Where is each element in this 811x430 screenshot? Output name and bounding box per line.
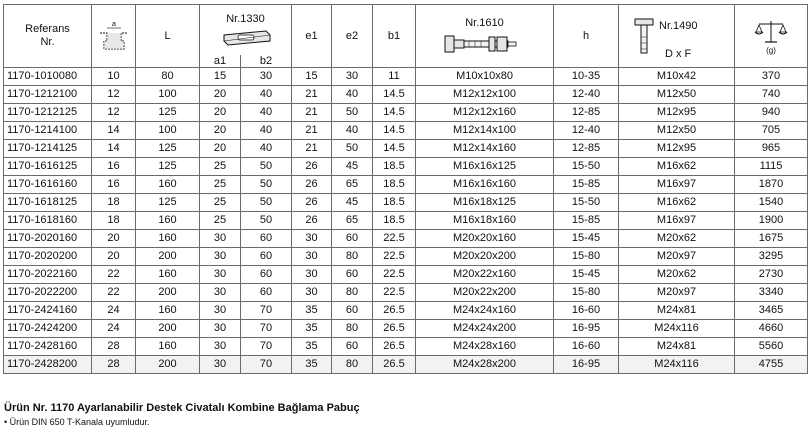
- row-value-cell: 60: [332, 266, 373, 284]
- row-value-cell: M20x22x160: [416, 266, 554, 284]
- row-value-cell: 30: [292, 284, 332, 302]
- row-value-cell: 15-50: [554, 158, 619, 176]
- row-value-cell: M24x81: [619, 338, 735, 356]
- header-nr1490: [619, 5, 735, 68]
- row-value-cell: M16x97: [619, 176, 735, 194]
- row-value-cell: M12x12x100: [416, 86, 554, 104]
- row-ref-cell: 1170-2428160: [4, 338, 92, 356]
- row-value-cell: 50: [241, 158, 292, 176]
- row-value-cell: 22.5: [373, 230, 416, 248]
- row-value-cell: M12x14x160: [416, 140, 554, 158]
- table-row: [4, 356, 808, 374]
- table-row: [4, 68, 808, 86]
- spec-table: [3, 4, 808, 374]
- row-value-cell: 12-85: [554, 104, 619, 122]
- row-value-cell: 160: [136, 230, 200, 248]
- row-value-cell: 100: [136, 86, 200, 104]
- row-ref-cell: 1170-1212100: [4, 86, 92, 104]
- row-value-cell: 1115: [735, 158, 808, 176]
- row-value-cell: 18: [92, 212, 136, 230]
- row-value-cell: M16x18x125: [416, 194, 554, 212]
- row-value-cell: 4660: [735, 320, 808, 338]
- row-value-cell: 14: [92, 122, 136, 140]
- row-value-cell: 30: [200, 230, 241, 248]
- row-value-cell: M12x95: [619, 140, 735, 158]
- row-value-cell: 50: [241, 176, 292, 194]
- row-value-cell: 20: [200, 104, 241, 122]
- stud-bolt-icon: [439, 31, 531, 57]
- row-value-cell: M12x12x160: [416, 104, 554, 122]
- header-ref-label: Referans Nr.: [25, 22, 70, 48]
- row-value-cell: 50: [241, 212, 292, 230]
- row-value-cell: 1675: [735, 230, 808, 248]
- row-value-cell: 21: [292, 86, 332, 104]
- row-value-cell: 1870: [735, 176, 808, 194]
- row-value-cell: 5560: [735, 338, 808, 356]
- row-ref-cell: 1170-1618125: [4, 194, 92, 212]
- row-value-cell: 160: [136, 176, 200, 194]
- row-value-cell: 20: [200, 140, 241, 158]
- row-value-cell: M24x24x160: [416, 302, 554, 320]
- row-value-cell: M20x20x160: [416, 230, 554, 248]
- row-value-cell: M24x24x200: [416, 320, 554, 338]
- row-ref-cell: 1170-2020200: [4, 248, 92, 266]
- row-value-cell: 125: [136, 194, 200, 212]
- row-value-cell: 22.5: [373, 266, 416, 284]
- row-value-cell: 60: [241, 266, 292, 284]
- row-value-cell: 30: [292, 230, 332, 248]
- row-value-cell: 24: [92, 320, 136, 338]
- header-e2-label: e2: [345, 29, 359, 42]
- row-value-cell: 705: [735, 122, 808, 140]
- row-value-cell: 200: [136, 248, 200, 266]
- row-value-cell: 30: [200, 356, 241, 374]
- row-value-cell: 20: [200, 86, 241, 104]
- row-value-cell: 18.5: [373, 194, 416, 212]
- row-value-cell: 15-85: [554, 212, 619, 230]
- row-value-cell: 70: [241, 320, 292, 338]
- row-value-cell: 20: [200, 122, 241, 140]
- header-dxf-label: D x F: [665, 48, 692, 60]
- row-value-cell: M12x50: [619, 122, 735, 140]
- row-value-cell: 28: [92, 356, 136, 374]
- table-row: [4, 248, 808, 266]
- row-value-cell: 80: [332, 320, 373, 338]
- row-value-cell: M24x116: [619, 320, 735, 338]
- row-ref-cell: 1170-2428200: [4, 356, 92, 374]
- row-value-cell: 50: [241, 194, 292, 212]
- row-value-cell: M16x62: [619, 194, 735, 212]
- slot-a-text: a: [111, 21, 116, 28]
- row-ref-cell: 1170-1618160: [4, 212, 92, 230]
- row-value-cell: 26: [292, 194, 332, 212]
- row-value-cell: M12x95: [619, 104, 735, 122]
- header-e1-label: e1: [305, 29, 318, 42]
- row-value-cell: 160: [136, 302, 200, 320]
- row-value-cell: M16x16x160: [416, 176, 554, 194]
- row-value-cell: M24x28x160: [416, 338, 554, 356]
- row-value-cell: 200: [136, 284, 200, 302]
- row-value-cell: M20x20x200: [416, 248, 554, 266]
- row-value-cell: 40: [241, 140, 292, 158]
- row-value-cell: 70: [241, 302, 292, 320]
- row-value-cell: 21: [292, 140, 332, 158]
- row-value-cell: 21: [292, 104, 332, 122]
- row-value-cell: M24x28x200: [416, 356, 554, 374]
- row-value-cell: M10x42: [619, 68, 735, 86]
- header-nr1330-label: Nr.1330: [226, 12, 265, 25]
- row-value-cell: 20: [92, 248, 136, 266]
- header-b1: [373, 5, 416, 68]
- table-row: [4, 338, 808, 356]
- row-value-cell: 15-80: [554, 248, 619, 266]
- row-value-cell: 15: [200, 68, 241, 86]
- row-value-cell: 26.5: [373, 320, 416, 338]
- row-value-cell: 30: [200, 284, 241, 302]
- header-b1-label: b1: [387, 29, 401, 42]
- row-value-cell: 35: [292, 356, 332, 374]
- row-value-cell: 965: [735, 140, 808, 158]
- row-value-cell: 28: [92, 338, 136, 356]
- row-ref-cell: 1170-2022200: [4, 284, 92, 302]
- table-row: [4, 302, 808, 320]
- row-value-cell: 20: [92, 230, 136, 248]
- product-caption: Ürün Nr. 1170 Ayarlanabilir Destek Civatalı Kombine Bağlama Pabuç: [4, 402, 360, 414]
- row-value-cell: 125: [136, 140, 200, 158]
- header-nr1610-label: Nr.1610: [465, 16, 504, 29]
- row-value-cell: 16-60: [554, 302, 619, 320]
- row-value-cell: 15-50: [554, 194, 619, 212]
- row-value-cell: 18.5: [373, 212, 416, 230]
- row-value-cell: 50: [332, 140, 373, 158]
- row-value-cell: 65: [332, 176, 373, 194]
- header-h: [554, 5, 619, 68]
- row-value-cell: 35: [292, 302, 332, 320]
- row-value-cell: 12-40: [554, 122, 619, 140]
- row-ref-cell: 1170-1010080: [4, 68, 92, 86]
- header-weight: [735, 5, 808, 68]
- row-value-cell: 160: [136, 338, 200, 356]
- row-ref-cell: 1170-1214125: [4, 140, 92, 158]
- row-value-cell: 15-45: [554, 266, 619, 284]
- row-value-cell: 30: [200, 338, 241, 356]
- row-value-cell: 25: [200, 194, 241, 212]
- table-row: [4, 140, 808, 158]
- header-nr1610: [416, 5, 554, 68]
- row-value-cell: 14.5: [373, 140, 416, 158]
- row-value-cell: 80: [136, 68, 200, 86]
- row-value-cell: 12-85: [554, 140, 619, 158]
- row-value-cell: 4755: [735, 356, 808, 374]
- row-value-cell: 16-95: [554, 356, 619, 374]
- header-L: [136, 5, 200, 68]
- row-value-cell: 30: [200, 248, 241, 266]
- table-row: [4, 122, 808, 140]
- row-value-cell: 160: [136, 266, 200, 284]
- row-value-cell: 30: [332, 68, 373, 86]
- header-a: [92, 5, 136, 68]
- header-a1: [200, 55, 241, 68]
- product-note: • Ürün DIN 650 T-Kanala uyumludur.: [4, 417, 150, 427]
- header-a1-label: a1: [213, 55, 227, 67]
- row-value-cell: M20x62: [619, 230, 735, 248]
- row-value-cell: 10: [92, 68, 136, 86]
- row-value-cell: 65: [332, 212, 373, 230]
- row-ref-cell: 1170-2022160: [4, 266, 92, 284]
- spec-rows: [4, 68, 808, 374]
- row-value-cell: 22.5: [373, 248, 416, 266]
- row-value-cell: 370: [735, 68, 808, 86]
- row-value-cell: M20x62: [619, 266, 735, 284]
- row-value-cell: M20x97: [619, 284, 735, 302]
- row-value-cell: 60: [241, 248, 292, 266]
- table-row: [4, 176, 808, 194]
- row-value-cell: 200: [136, 320, 200, 338]
- row-ref-cell: 1170-2424160: [4, 302, 92, 320]
- header-nr1330: [200, 5, 292, 56]
- header-h-label: h: [582, 29, 590, 42]
- table-row: [4, 266, 808, 284]
- row-value-cell: 60: [241, 284, 292, 302]
- row-value-cell: 1900: [735, 212, 808, 230]
- row-value-cell: 30: [200, 320, 241, 338]
- row-value-cell: 25: [200, 158, 241, 176]
- row-value-cell: 80: [332, 356, 373, 374]
- row-value-cell: 940: [735, 104, 808, 122]
- row-value-cell: 160: [136, 212, 200, 230]
- row-value-cell: 40: [332, 122, 373, 140]
- row-value-cell: 125: [136, 104, 200, 122]
- row-value-cell: 10-35: [554, 68, 619, 86]
- row-value-cell: 16-95: [554, 320, 619, 338]
- row-value-cell: 30: [292, 266, 332, 284]
- row-value-cell: 45: [332, 158, 373, 176]
- row-value-cell: 25: [200, 176, 241, 194]
- header-e2: [332, 5, 373, 68]
- row-value-cell: 3340: [735, 284, 808, 302]
- header-b2-label: b2: [259, 55, 273, 67]
- row-value-cell: 14.5: [373, 86, 416, 104]
- row-value-cell: 1540: [735, 194, 808, 212]
- row-value-cell: 30: [200, 266, 241, 284]
- row-value-cell: 26.5: [373, 302, 416, 320]
- row-value-cell: 60: [241, 230, 292, 248]
- row-value-cell: M24x116: [619, 356, 735, 374]
- row-ref-cell: 1170-1214100: [4, 122, 92, 140]
- weight-scale-icon: [754, 18, 788, 46]
- row-value-cell: 740: [735, 86, 808, 104]
- row-value-cell: 16: [92, 176, 136, 194]
- row-value-cell: 18.5: [373, 158, 416, 176]
- row-value-cell: 12: [92, 104, 136, 122]
- row-value-cell: 15-80: [554, 284, 619, 302]
- row-value-cell: 70: [241, 338, 292, 356]
- row-value-cell: 35: [292, 338, 332, 356]
- row-value-cell: 30: [292, 248, 332, 266]
- row-value-cell: 125: [136, 158, 200, 176]
- t-bolt-icon: [633, 17, 655, 57]
- row-value-cell: 22: [92, 284, 136, 302]
- row-value-cell: 80: [332, 248, 373, 266]
- row-ref-cell: 1170-1616160: [4, 176, 92, 194]
- table-row: [4, 212, 808, 230]
- row-value-cell: M20x22x200: [416, 284, 554, 302]
- row-value-cell: 16-60: [554, 338, 619, 356]
- row-value-cell: 12-40: [554, 86, 619, 104]
- row-value-cell: 60: [332, 230, 373, 248]
- row-value-cell: 15-85: [554, 176, 619, 194]
- row-value-cell: 26: [292, 212, 332, 230]
- row-ref-cell: 1170-1616125: [4, 158, 92, 176]
- table-row: [4, 194, 808, 212]
- row-value-cell: 40: [332, 86, 373, 104]
- row-value-cell: 26: [292, 176, 332, 194]
- row-value-cell: 30: [200, 302, 241, 320]
- row-value-cell: 14: [92, 140, 136, 158]
- row-value-cell: 14.5: [373, 104, 416, 122]
- table-row: [4, 158, 808, 176]
- row-value-cell: 12: [92, 86, 136, 104]
- row-value-cell: 30: [241, 68, 292, 86]
- row-ref-cell: 1170-1212125: [4, 104, 92, 122]
- row-value-cell: 11: [373, 68, 416, 86]
- row-value-cell: 35: [292, 320, 332, 338]
- row-value-cell: 15-45: [554, 230, 619, 248]
- row-ref-cell: 1170-2424200: [4, 320, 92, 338]
- row-value-cell: 14.5: [373, 122, 416, 140]
- row-value-cell: 22: [92, 266, 136, 284]
- header-e1: [292, 5, 332, 68]
- table-row: [4, 86, 808, 104]
- row-value-cell: 22.5: [373, 284, 416, 302]
- table-row: [4, 320, 808, 338]
- row-value-cell: 18.5: [373, 176, 416, 194]
- row-value-cell: 3465: [735, 302, 808, 320]
- row-value-cell: M16x18x160: [416, 212, 554, 230]
- row-value-cell: 40: [241, 86, 292, 104]
- row-value-cell: 26.5: [373, 356, 416, 374]
- row-value-cell: 200: [136, 356, 200, 374]
- header-L-label: L: [164, 29, 171, 42]
- header-ref: [4, 5, 92, 68]
- clamp-strap-icon: [216, 27, 276, 49]
- row-value-cell: 26.5: [373, 338, 416, 356]
- row-value-cell: M16x97: [619, 212, 735, 230]
- row-value-cell: M16x16x125: [416, 158, 554, 176]
- row-value-cell: 40: [241, 122, 292, 140]
- table-row: [4, 230, 808, 248]
- table-row: [4, 284, 808, 302]
- row-value-cell: 21: [292, 122, 332, 140]
- row-value-cell: M24x81: [619, 302, 735, 320]
- row-value-cell: 100: [136, 122, 200, 140]
- row-value-cell: 40: [241, 104, 292, 122]
- row-value-cell: 80: [332, 284, 373, 302]
- row-ref-cell: 1170-2020160: [4, 230, 92, 248]
- row-value-cell: 15: [292, 68, 332, 86]
- row-value-cell: 2730: [735, 266, 808, 284]
- row-value-cell: 24: [92, 302, 136, 320]
- row-value-cell: 50: [332, 104, 373, 122]
- header-b2: [241, 55, 292, 68]
- row-value-cell: 16: [92, 158, 136, 176]
- header-weight-unit: (g): [766, 45, 776, 55]
- t-slot-profile-icon: [96, 19, 132, 53]
- header-nr1490-label: Nr.1490: [659, 20, 698, 32]
- row-value-cell: 70: [241, 356, 292, 374]
- row-value-cell: M10x10x80: [416, 68, 554, 86]
- row-value-cell: 18: [92, 194, 136, 212]
- row-value-cell: 3295: [735, 248, 808, 266]
- row-value-cell: 60: [332, 302, 373, 320]
- row-value-cell: 60: [332, 338, 373, 356]
- row-value-cell: 26: [292, 158, 332, 176]
- row-value-cell: 45: [332, 194, 373, 212]
- table-row: [4, 104, 808, 122]
- row-value-cell: M12x50: [619, 86, 735, 104]
- row-value-cell: M12x14x100: [416, 122, 554, 140]
- row-value-cell: M16x62: [619, 158, 735, 176]
- row-value-cell: 25: [200, 212, 241, 230]
- row-value-cell: M20x97: [619, 248, 735, 266]
